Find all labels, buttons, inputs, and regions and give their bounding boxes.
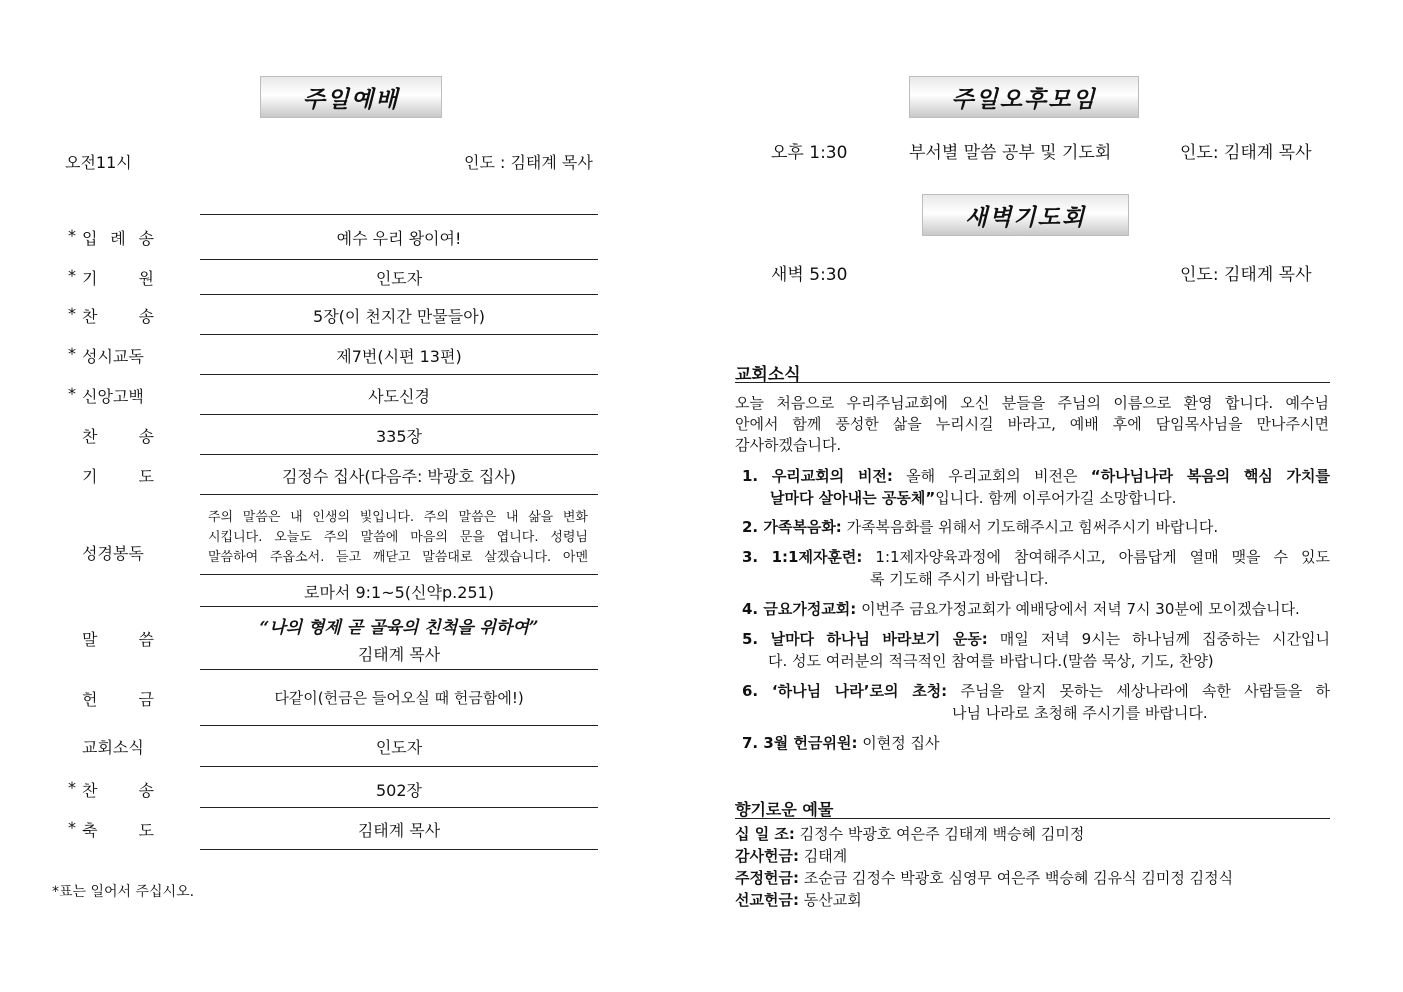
offering-value: 다같이(헌금은 들어오실 때 헌금함에!) bbox=[274, 689, 524, 707]
row-divider bbox=[200, 494, 598, 495]
offering-type: 감사헌금: bbox=[735, 847, 799, 865]
news-item-number: 5. bbox=[742, 630, 771, 648]
order-value: 인도자 bbox=[375, 738, 423, 757]
row-divider bbox=[200, 574, 598, 575]
order-value: 김정수 집사(다음주: 박광호 집사) bbox=[281, 467, 517, 486]
offering-names: 김태계 bbox=[798, 847, 848, 865]
afternoon-title: 주일오후모임 bbox=[909, 76, 1139, 118]
offering-names: 동산교회 bbox=[798, 891, 862, 909]
sermon-preacher: 김태계 목사 bbox=[357, 645, 441, 664]
required-standing-mark: * bbox=[68, 226, 76, 245]
news-item-line bbox=[742, 487, 1330, 509]
required-standing-mark: * bbox=[68, 778, 76, 797]
order-label-text: 기 도 bbox=[82, 467, 154, 486]
order-label-text: 신앙고백 bbox=[82, 387, 144, 406]
news-item-line bbox=[742, 546, 1330, 568]
offering-names: 조순금 김정수 박광호 심영무 여은주 백승혜 김유식 김미정 김정식 bbox=[798, 869, 1234, 887]
row-divider bbox=[200, 454, 598, 455]
news-item-number: 7. bbox=[742, 734, 764, 752]
row-divider bbox=[200, 669, 598, 670]
offering-row bbox=[735, 867, 1233, 888]
reading-prayer-line: 말씀하여 주옵소서. 듣고 깨닫고 말씀대로 살겠습니다. 아멘 bbox=[208, 550, 588, 565]
row-divider bbox=[200, 374, 598, 375]
order-label-text: 입 례 송 bbox=[82, 229, 154, 248]
news-divider bbox=[735, 382, 1330, 383]
reading-prayer-line: 시킵니다. 오늘도 주의 말씀에 마음의 문을 엽니다. 성령님 bbox=[208, 530, 588, 545]
row-divider bbox=[200, 259, 598, 260]
order-value: 예수 우리 왕이여! bbox=[336, 229, 462, 248]
news-item-number: 4. bbox=[742, 600, 764, 618]
news-item bbox=[742, 628, 1330, 672]
dawn-title: 새벽기도회 bbox=[922, 194, 1129, 236]
worship-time: 오전11시 bbox=[65, 153, 132, 172]
news-heading: 교회소식 bbox=[735, 365, 801, 385]
news-item bbox=[742, 465, 1330, 509]
order-label-text: 기 원 bbox=[82, 269, 154, 288]
row-divider bbox=[200, 725, 598, 726]
news-item-text: 입니다. 함께 이루어가길 소망합니다. bbox=[935, 489, 1177, 507]
news-item-line bbox=[742, 680, 1330, 702]
order-label-text: 찬 송 bbox=[82, 781, 154, 800]
news-item bbox=[742, 546, 1330, 590]
offerings-heading: 향기로운 예물 bbox=[735, 800, 834, 819]
news-item-number: 3. bbox=[742, 548, 772, 566]
order-label-text: 교회소식 bbox=[82, 738, 144, 757]
news-item bbox=[742, 680, 1330, 724]
news-item-text: 주님을 알지 못하는 세상나라에 속한 사람들을 하 bbox=[947, 682, 1330, 700]
news-intro-line: 감사하겠습니다. bbox=[735, 436, 842, 454]
sermon-title: “나의 형제 곧 골육의 친척을 위하여” bbox=[259, 618, 539, 638]
order-value: 335장 bbox=[376, 427, 422, 446]
news-item-emphasis: “하나님나라 복음의 핵심 가치를 bbox=[1090, 467, 1330, 485]
news-item-number: 6. bbox=[742, 682, 772, 700]
news-item-number: 2. bbox=[742, 518, 764, 536]
offering-type: 선교헌금: bbox=[735, 891, 799, 909]
required-standing-mark: * bbox=[68, 384, 76, 403]
news-intro-line: 안에서 함께 풍성한 삶을 누리시길 바라고, 예배 후에 담임목사님을 만나주시면 bbox=[735, 415, 1329, 433]
order-value: 5장(이 천지간 만물들아) bbox=[313, 307, 485, 326]
row-divider bbox=[200, 766, 598, 767]
news-item-line bbox=[742, 598, 1330, 620]
row-divider bbox=[200, 606, 598, 607]
required-standing-mark: * bbox=[68, 304, 76, 323]
news-item bbox=[742, 732, 1330, 754]
afternoon-desc: 부서별 말씀 공부 및 기도회 bbox=[909, 143, 1112, 163]
news-item-line bbox=[742, 516, 1330, 538]
footnote: *표는 일어서 주십시오. bbox=[52, 884, 195, 900]
offering-row bbox=[735, 823, 1084, 844]
row-divider bbox=[200, 414, 598, 415]
required-standing-mark: * bbox=[68, 818, 76, 837]
news-item-text: 록 기도해 주시기 바랍니다. bbox=[870, 570, 1049, 588]
news-item-text: 나님 나라로 초청해 주시기를 바랍니다. bbox=[952, 704, 1208, 722]
order-label-text: 말 씀 bbox=[82, 630, 154, 649]
news-item-title: 가족복음화: bbox=[763, 518, 842, 536]
news-item-text: 매일 저녁 9시는 하나님께 집중하는 시간입니 bbox=[987, 630, 1331, 648]
news-item bbox=[742, 516, 1330, 538]
news-item-title: 우리교회의 비전: bbox=[771, 467, 893, 485]
news-item-title: ‘하나님 나라’로의 초청: bbox=[771, 682, 948, 700]
news-item-text: 이현정 집사 bbox=[857, 734, 940, 752]
row-divider bbox=[200, 214, 598, 215]
news-item-line bbox=[742, 465, 1330, 487]
offering-type: 주정헌금: bbox=[735, 869, 799, 887]
news-item-title: 1:1제자훈련: bbox=[771, 548, 863, 566]
news-item-text: 다. 성도 여러분의 적극적인 참여를 바랍니다.(말씀 묵상, 기도, 찬양) bbox=[768, 652, 1214, 670]
news-item-text: 이번주 금요가정교회가 예배당에서 저녁 7시 30분에 모이겠습니다. bbox=[856, 600, 1300, 618]
order-label-text: 성경봉독 bbox=[82, 544, 144, 563]
news-item-line bbox=[742, 702, 1330, 724]
news-item-title: 3월 헌금위원: bbox=[763, 734, 858, 752]
offering-type: 십 일 조: bbox=[735, 825, 795, 843]
news-item-number: 1. bbox=[742, 467, 772, 485]
news-item bbox=[742, 598, 1330, 620]
worship-title: 주일예배 bbox=[260, 76, 442, 118]
order-value: 김태계 목사 bbox=[357, 821, 441, 840]
news-item-line bbox=[742, 628, 1330, 650]
order-label-text: 축 도 bbox=[82, 821, 154, 840]
afternoon-leader: 인도: 김태계 목사 bbox=[1180, 143, 1312, 163]
order-label-text: 찬 송 bbox=[82, 427, 154, 446]
order-value: 사도신경 bbox=[368, 387, 430, 406]
news-item-title: 금요가정교회: bbox=[763, 600, 857, 618]
worship-leader: 인도 : 김태계 목사 bbox=[464, 153, 593, 172]
offering-row bbox=[735, 889, 862, 910]
afternoon-time: 오후 1:30 bbox=[771, 143, 848, 163]
news-item-emphasis: 날마다 살아내는 공동체” bbox=[770, 489, 936, 507]
offering-row bbox=[735, 845, 847, 866]
order-label-text: 헌 금 bbox=[82, 690, 154, 709]
news-intro-line: 오늘 처음으로 우리주님교회에 오신 분들을 주님의 이름으로 환영 합니다. 예수님 bbox=[735, 394, 1329, 412]
news-item-text: 올해 우리교회의 비전은 bbox=[892, 467, 1091, 485]
reading-prayer-line: 주의 말씀은 내 인생의 빛입니다. 주의 말씀은 내 삶을 변화 bbox=[208, 510, 588, 525]
news-item-title: 날마다 하나님 바라보기 운동: bbox=[770, 630, 988, 648]
reading-passage: 로마서 9:1~5(신약p.251) bbox=[304, 583, 494, 602]
required-standing-mark: * bbox=[68, 266, 76, 285]
order-label-text: 성시교독 bbox=[82, 347, 144, 366]
dawn-time: 새벽 5:30 bbox=[771, 265, 848, 285]
order-value: 502장 bbox=[376, 781, 422, 800]
row-divider bbox=[200, 294, 598, 295]
dawn-leader: 인도: 김태계 목사 bbox=[1180, 265, 1312, 285]
row-divider bbox=[200, 807, 598, 808]
order-label-text: 찬 송 bbox=[82, 307, 154, 326]
order-value: 제7번(시편 13편) bbox=[336, 347, 462, 366]
required-standing-mark: * bbox=[68, 344, 76, 363]
news-item-line bbox=[742, 732, 1330, 754]
order-value: 인도자 bbox=[375, 269, 423, 288]
row-divider bbox=[200, 849, 598, 850]
row-divider bbox=[200, 334, 598, 335]
news-item-line bbox=[742, 650, 1330, 672]
news-item-line bbox=[742, 568, 1330, 590]
offerings-divider bbox=[735, 818, 1330, 819]
offering-names: 김정수 박광호 여은주 김태계 백승혜 김미정 bbox=[794, 825, 1085, 843]
news-item-text: 1:1제자양육과정에 참여해주시고, 아름답게 열매 맺을 수 있도 bbox=[862, 548, 1330, 566]
news-item-text: 가족복음화를 위해서 기도해주시고 힘써주시기 바랍니다. bbox=[841, 518, 1219, 536]
